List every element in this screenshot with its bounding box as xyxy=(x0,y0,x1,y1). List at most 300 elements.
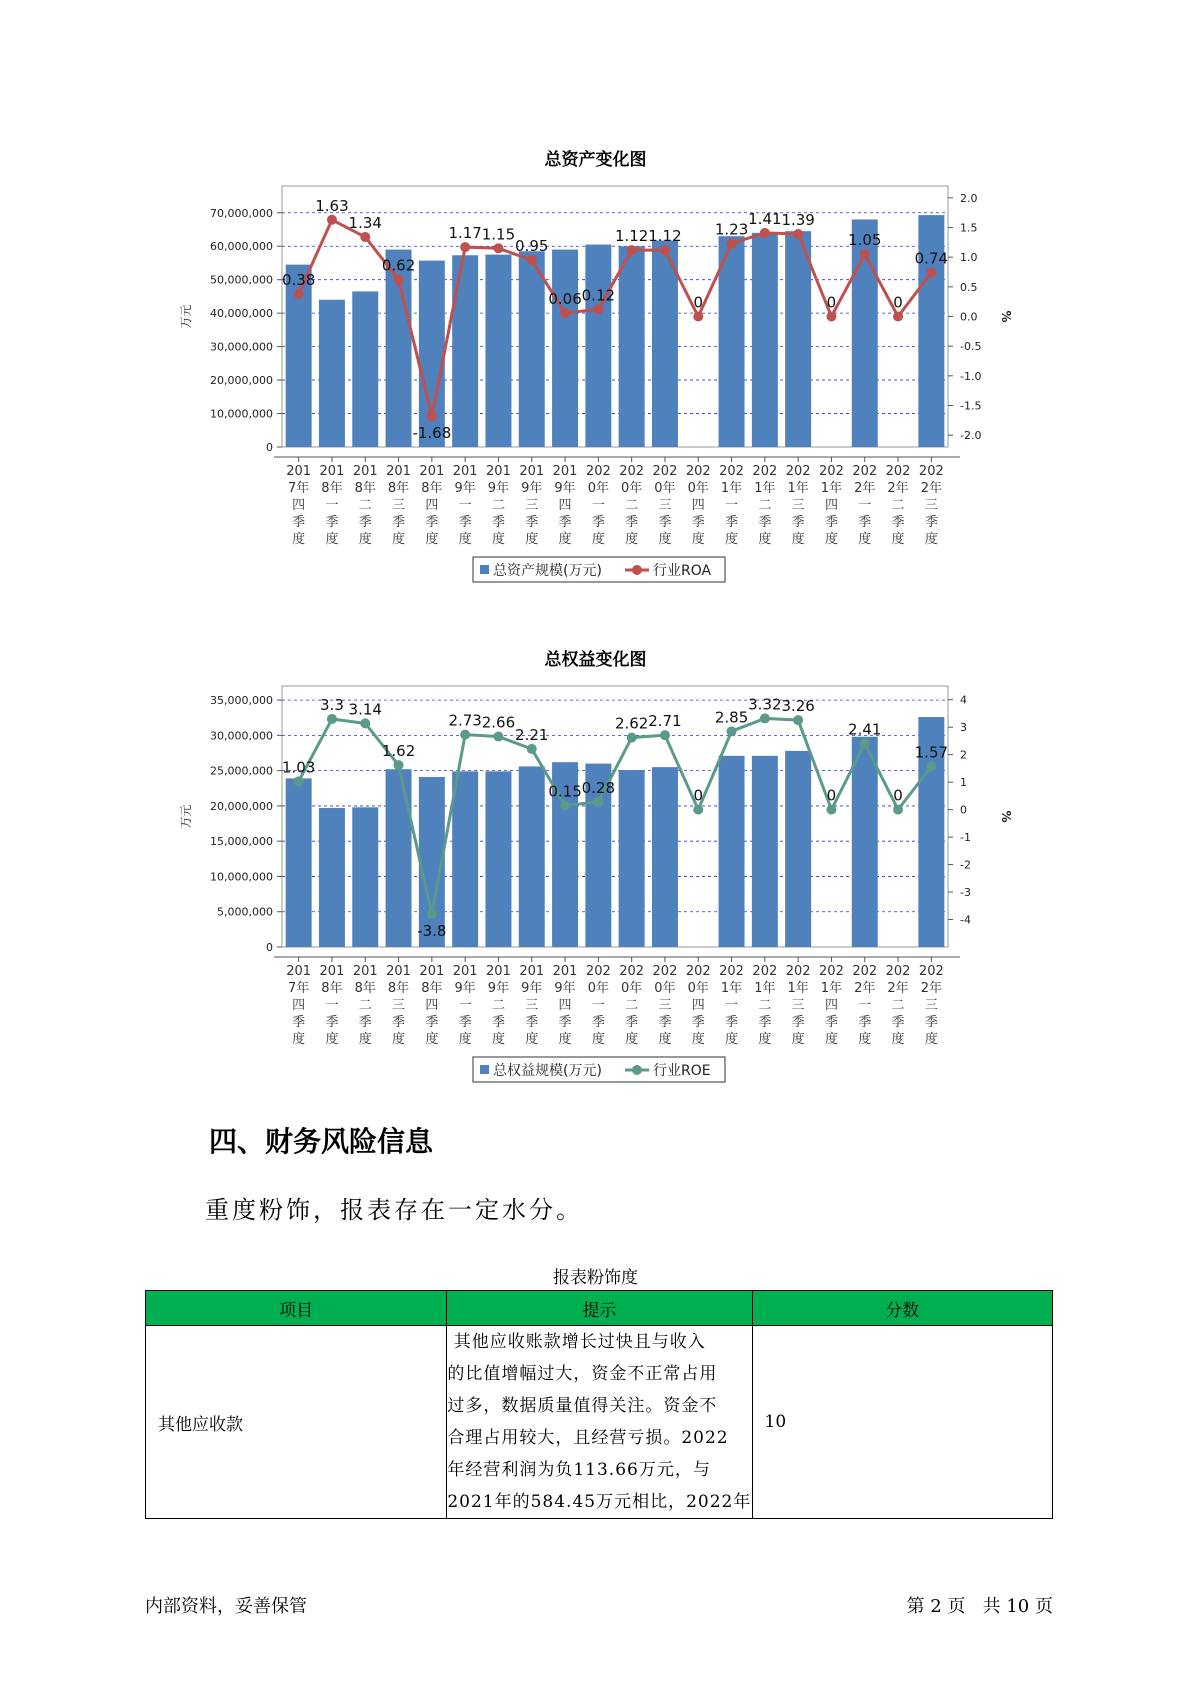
x-tick-label: 0年 xyxy=(687,481,709,496)
bar xyxy=(386,769,412,947)
x-tick-label: 8年 xyxy=(321,481,343,496)
data-label: 1.34 xyxy=(348,214,382,233)
data-label: 1.05 xyxy=(848,231,882,250)
x-tick-label: 季 xyxy=(824,1015,838,1030)
y2-tick-label: 0.0 xyxy=(960,310,978,324)
x-tick-label: 202 xyxy=(652,964,678,979)
hint-line: 年经营利润为负113.66万元，与 xyxy=(447,1460,711,1480)
data-point xyxy=(360,718,370,728)
x-tick-label: 度 xyxy=(358,532,372,547)
x-tick-label: 8年 xyxy=(421,481,443,496)
x-tick-label: 201 xyxy=(552,964,578,979)
x-tick-label: 一 xyxy=(725,998,739,1013)
legend-swatch-bar xyxy=(480,565,489,574)
x-tick-label: 三 xyxy=(392,998,406,1013)
y2-tick-label: 4 xyxy=(960,693,967,707)
x-tick-label: 季 xyxy=(558,1015,572,1030)
x-tick-label: 度 xyxy=(924,1032,938,1047)
bar xyxy=(619,246,645,447)
table-row xyxy=(146,1326,1053,1519)
y2-tick-label: -1.0 xyxy=(960,369,982,383)
x-tick-label: 度 xyxy=(891,532,905,547)
hint-line: 合理占用较大，且经营亏损。2022 xyxy=(447,1428,729,1448)
x-tick-label: 度 xyxy=(358,1032,372,1047)
x-tick-label: 季 xyxy=(891,1015,905,1030)
x-tick-label: 三 xyxy=(924,498,938,513)
x-tick-label: 201 xyxy=(286,964,312,979)
x-tick-label: 季 xyxy=(591,515,605,530)
x-tick-label: 201 xyxy=(319,464,345,479)
x-tick-label: 201 xyxy=(552,464,578,479)
x-tick-label: 度 xyxy=(591,1032,605,1047)
data-point xyxy=(593,304,603,314)
x-tick-label: 度 xyxy=(691,1032,705,1047)
x-tick-label: 度 xyxy=(591,532,605,547)
data-point xyxy=(627,733,637,743)
data-label: 0 xyxy=(693,293,704,312)
x-tick-label: 2年 xyxy=(887,481,909,496)
x-tick-label: 二 xyxy=(758,998,772,1013)
data-label: 0.06 xyxy=(548,289,582,308)
column-header: 分数 xyxy=(752,1291,1052,1326)
x-tick-label: 202 xyxy=(852,964,878,979)
y-tick-label: 70,000,000 xyxy=(210,206,273,220)
y2-tick-label: 2 xyxy=(960,748,967,762)
data-point xyxy=(560,801,570,811)
x-tick-label: 度 xyxy=(725,1032,739,1047)
x-tick-label: 季 xyxy=(658,1015,672,1030)
bar xyxy=(752,756,778,947)
data-point xyxy=(926,268,936,278)
x-tick-label: 202 xyxy=(785,964,811,979)
legend-label-line: 行业ROE xyxy=(653,1063,711,1079)
data-point xyxy=(893,805,903,815)
data-point xyxy=(760,713,770,723)
y-tick-label: 5,000,000 xyxy=(217,905,273,919)
data-point xyxy=(627,245,637,255)
x-tick-label: 201 xyxy=(352,464,378,479)
data-point xyxy=(660,730,670,740)
x-tick-label: 2年 xyxy=(854,981,876,996)
x-tick-label: 201 xyxy=(486,464,511,479)
x-tick-label: 8年 xyxy=(387,481,410,496)
x-tick-label: 二 xyxy=(491,998,505,1013)
x-tick-label: 度 xyxy=(558,1032,572,1047)
x-tick-label: 度 xyxy=(758,532,772,547)
y-tick-label: 60,000,000 xyxy=(210,240,273,254)
y-axis-label: 万元 xyxy=(179,804,193,829)
x-tick-label: 三 xyxy=(658,498,672,513)
data-point xyxy=(727,239,737,249)
x-tick-label: 一 xyxy=(458,998,472,1013)
bar xyxy=(785,231,811,447)
x-tick-label: 202 xyxy=(918,464,944,479)
data-label: -1.68 xyxy=(412,424,452,443)
data-label: 0.95 xyxy=(515,237,549,256)
x-tick-label: 季 xyxy=(491,1015,505,1030)
x-tick-label: 季 xyxy=(325,515,339,530)
data-label: -3.8 xyxy=(417,922,447,941)
x-tick-label: 201 xyxy=(319,964,345,979)
table-cell-hint xyxy=(447,1326,752,1519)
x-tick-label: 季 xyxy=(325,1015,339,1030)
bar xyxy=(752,233,778,447)
x-tick-label: 202 xyxy=(885,464,911,479)
x-tick-label: 度 xyxy=(425,1032,439,1047)
data-point xyxy=(294,289,304,299)
data-label: 1.03 xyxy=(281,758,316,777)
x-tick-label: 0年 xyxy=(654,981,676,996)
x-tick-label: 9年 xyxy=(521,981,543,996)
hint-line: 2021年的584.45万元相比，2022年 xyxy=(447,1492,752,1512)
data-point xyxy=(493,732,503,742)
x-tick-label: 季 xyxy=(791,515,805,530)
y2-tick-label: -1.5 xyxy=(960,399,982,413)
x-tick-label: 度 xyxy=(392,532,406,547)
x-tick-label: 1年 xyxy=(754,481,776,496)
bar xyxy=(619,770,645,947)
data-label: 0 xyxy=(826,293,837,312)
bar xyxy=(319,808,345,947)
x-tick-label: 度 xyxy=(491,1032,505,1047)
x-tick-label: 度 xyxy=(658,532,672,547)
x-tick-label: 度 xyxy=(392,1032,406,1047)
chart-svg xyxy=(0,670,1191,1090)
x-tick-label: 四 xyxy=(425,498,439,513)
bar xyxy=(485,771,511,947)
x-tick-label: 季 xyxy=(458,1015,472,1030)
data-label: 1.62 xyxy=(381,742,416,761)
x-tick-label: 201 xyxy=(352,964,378,979)
x-tick-label: 一 xyxy=(458,498,472,513)
x-tick-label: 度 xyxy=(525,1032,539,1047)
x-tick-label: 9年 xyxy=(487,981,510,996)
x-tick-label: 201 xyxy=(519,464,545,479)
x-tick-label: 7年 xyxy=(288,481,310,496)
data-point xyxy=(593,797,603,807)
x-tick-label: 201 xyxy=(286,464,312,479)
x-tick-label: 一 xyxy=(591,498,605,513)
x-tick-label: 0年 xyxy=(621,481,643,496)
x-tick-label: 度 xyxy=(791,1032,805,1047)
x-tick-label: 季 xyxy=(658,515,672,530)
legend-label-bar: 总权益规模(万元) xyxy=(493,1063,602,1079)
data-point xyxy=(327,215,337,225)
y2-tick-label: -0.5 xyxy=(960,340,982,354)
x-tick-label: 202 xyxy=(585,464,611,479)
x-tick-label: 度 xyxy=(625,532,639,547)
x-tick-label: 0年 xyxy=(587,481,609,496)
x-tick-label: 202 xyxy=(852,464,878,479)
x-tick-label: 三 xyxy=(924,998,938,1013)
x-tick-label: 度 xyxy=(858,1032,872,1047)
x-tick-label: 季 xyxy=(924,1015,938,1030)
bar xyxy=(652,767,678,947)
bar xyxy=(552,250,578,447)
x-tick-label: 一 xyxy=(725,498,739,513)
section-body: 重度粉饰，报表存在一定水分。 xyxy=(205,1196,583,1224)
x-tick-label: 202 xyxy=(918,964,944,979)
data-label: 2.71 xyxy=(648,712,682,731)
x-tick-label: 季 xyxy=(358,1015,372,1030)
x-tick-label: 201 xyxy=(386,964,411,979)
chart-title: 总资产变化图 xyxy=(544,150,647,170)
x-tick-label: 9年 xyxy=(554,981,576,996)
y-tick-label: 10,000,000 xyxy=(210,407,273,421)
x-tick-label: 季 xyxy=(525,1015,539,1030)
y2-tick-label: 1 xyxy=(960,776,967,790)
table-cell-score: 10 xyxy=(752,1326,1052,1519)
x-tick-label: 二 xyxy=(891,998,905,1013)
y2-tick-label: -2.0 xyxy=(960,429,982,443)
data-label: 0 xyxy=(826,786,837,805)
data-point xyxy=(926,761,936,771)
data-point xyxy=(860,249,870,259)
data-label: 1.39 xyxy=(781,211,815,230)
x-tick-label: 201 xyxy=(452,464,478,479)
data-label: 1.57 xyxy=(914,743,949,762)
data-label: 1.15 xyxy=(481,225,516,244)
data-point xyxy=(427,909,437,919)
x-tick-label: 2年 xyxy=(854,481,876,496)
x-tick-label: 季 xyxy=(858,1015,872,1030)
data-label: 1.63 xyxy=(315,196,349,215)
y2-tick-label: -3 xyxy=(960,886,971,900)
hint-line: 过多，数据质量值得关注。资金不 xyxy=(447,1396,718,1416)
x-tick-label: 1年 xyxy=(754,981,776,996)
data-point xyxy=(294,776,304,786)
data-point xyxy=(693,312,703,322)
x-tick-label: 季 xyxy=(758,515,772,530)
x-tick-label: 季 xyxy=(458,515,472,530)
data-point xyxy=(760,228,770,238)
y-tick-label: 0 xyxy=(266,941,273,954)
data-label: 1.12 xyxy=(648,227,682,246)
y2-tick-label: -1 xyxy=(960,831,971,845)
chart-title: 总权益变化图 xyxy=(544,650,647,670)
data-label: 1.23 xyxy=(714,220,749,239)
column-header: 提示 xyxy=(447,1291,752,1326)
x-tick-label: 度 xyxy=(824,532,838,547)
x-tick-label: 四 xyxy=(558,498,572,513)
x-tick-label: 1年 xyxy=(720,481,743,496)
x-tick-label: 季 xyxy=(591,1015,605,1030)
y-tick-label: 35,000,000 xyxy=(210,694,273,708)
x-tick-label: 8年 xyxy=(354,981,376,996)
x-tick-label: 度 xyxy=(725,532,739,547)
y-tick-label: 0 xyxy=(266,441,273,454)
x-tick-label: 201 xyxy=(386,464,411,479)
page-number: 第 2 页 共 10 页 xyxy=(906,1596,1053,1617)
x-tick-label: 201 xyxy=(486,964,511,979)
x-tick-label: 202 xyxy=(652,464,678,479)
x-tick-label: 度 xyxy=(525,532,539,547)
x-tick-label: 7年 xyxy=(288,981,310,996)
x-tick-label: 度 xyxy=(292,532,306,547)
x-tick-label: 季 xyxy=(491,515,505,530)
legend-label-line: 行业ROA xyxy=(653,563,712,579)
x-tick-label: 一 xyxy=(325,498,339,513)
x-tick-label: 度 xyxy=(458,532,472,547)
data-label: 3.3 xyxy=(320,695,344,714)
data-label: 1.12 xyxy=(614,227,649,246)
data-point xyxy=(527,255,537,265)
y-tick-label: 50,000,000 xyxy=(210,273,273,287)
data-label: 2.73 xyxy=(448,711,482,730)
data-point xyxy=(527,744,537,754)
bar xyxy=(452,771,478,947)
x-tick-label: 季 xyxy=(625,515,639,530)
x-tick-label: 202 xyxy=(752,964,778,979)
x-tick-label: 201 xyxy=(419,464,445,479)
x-tick-label: 201 xyxy=(519,964,545,979)
x-tick-label: 202 xyxy=(619,964,645,979)
x-tick-label: 8年 xyxy=(354,481,376,496)
data-point xyxy=(893,312,903,322)
y-tick-label: 25,000,000 xyxy=(210,764,273,778)
x-tick-label: 202 xyxy=(719,464,744,479)
x-tick-label: 202 xyxy=(685,464,711,479)
data-point xyxy=(793,229,803,239)
data-label: 0.12 xyxy=(581,286,616,305)
x-tick-label: 一 xyxy=(858,498,872,513)
hint-line: 其他应收账款增长过快且与收入 xyxy=(447,1332,706,1352)
x-tick-label: 二 xyxy=(758,498,772,513)
x-tick-label: 季 xyxy=(292,1015,306,1030)
x-tick-label: 季 xyxy=(625,1015,639,1030)
data-point xyxy=(727,726,737,736)
bar xyxy=(519,766,545,947)
section-heading: 四、财务风险信息 xyxy=(209,1125,434,1158)
data-point xyxy=(693,805,703,815)
data-point xyxy=(460,730,470,740)
x-tick-label: 四 xyxy=(824,998,838,1013)
x-tick-label: 三 xyxy=(392,498,406,513)
table-header-row xyxy=(146,1291,1053,1326)
x-tick-label: 季 xyxy=(924,515,938,530)
x-tick-label: 202 xyxy=(585,964,611,979)
x-tick-label: 季 xyxy=(691,1015,705,1030)
y2-tick-label: 0 xyxy=(960,803,967,817)
y2-tick-label: 1.0 xyxy=(960,251,978,265)
x-tick-label: 2年 xyxy=(887,981,909,996)
x-tick-label: 8年 xyxy=(387,981,410,996)
data-label: 0.28 xyxy=(581,778,616,797)
y-tick-label: 15,000,000 xyxy=(210,835,273,849)
x-tick-label: 季 xyxy=(392,515,406,530)
y-tick-label: 30,000,000 xyxy=(210,340,273,354)
x-tick-label: 0年 xyxy=(621,981,643,996)
x-tick-label: 度 xyxy=(425,532,439,547)
data-label: 2.21 xyxy=(515,725,549,744)
x-tick-label: 度 xyxy=(325,1032,339,1047)
data-label: 0.15 xyxy=(548,782,582,801)
bar xyxy=(352,291,378,447)
x-tick-label: 0年 xyxy=(654,481,676,496)
x-tick-label: 9年 xyxy=(521,481,543,496)
x-tick-label: 二 xyxy=(625,998,639,1013)
x-tick-label: 8年 xyxy=(421,981,443,996)
data-point xyxy=(493,243,503,253)
bar xyxy=(519,251,545,447)
x-tick-label: 一 xyxy=(325,998,339,1013)
x-tick-label: 1年 xyxy=(820,481,843,496)
bar xyxy=(719,236,745,447)
data-label: 3.14 xyxy=(348,700,382,719)
x-tick-label: 202 xyxy=(885,964,911,979)
data-point xyxy=(793,715,803,725)
x-tick-label: 二 xyxy=(358,998,372,1013)
y2-tick-label: 3 xyxy=(960,721,967,735)
y2-tick-label: 0.5 xyxy=(960,280,978,294)
data-point xyxy=(860,738,870,748)
data-point xyxy=(660,245,670,255)
data-label: 2.62 xyxy=(614,714,649,733)
data-label: 1.41 xyxy=(748,209,782,228)
data-label: 0.38 xyxy=(281,270,316,289)
x-tick-label: 度 xyxy=(625,1032,639,1047)
y-tick-label: 40,000,000 xyxy=(210,307,273,321)
hint-line: 的比值增幅过大，资金不正常占用 xyxy=(447,1364,718,1384)
x-tick-label: 度 xyxy=(458,1032,472,1047)
x-tick-label: 季 xyxy=(558,515,572,530)
x-tick-label: 二 xyxy=(358,498,372,513)
x-tick-label: 度 xyxy=(924,532,938,547)
legend-label-bar: 总资产规模(万元) xyxy=(493,563,602,579)
x-tick-label: 季 xyxy=(725,515,739,530)
bar xyxy=(485,255,511,447)
x-tick-label: 202 xyxy=(752,464,778,479)
column-header: 项目 xyxy=(146,1291,447,1326)
x-tick-label: 度 xyxy=(558,532,572,547)
x-tick-label: 202 xyxy=(719,964,744,979)
bar xyxy=(352,807,378,947)
x-tick-label: 9年 xyxy=(487,481,510,496)
data-label: 2.66 xyxy=(481,713,516,732)
x-tick-label: 1年 xyxy=(720,981,743,996)
risk-table xyxy=(145,1290,1053,1519)
x-tick-label: 8年 xyxy=(321,981,343,996)
x-tick-label: 三 xyxy=(525,498,539,513)
x-tick-label: 度 xyxy=(325,532,339,547)
x-tick-label: 一 xyxy=(858,998,872,1013)
x-tick-label: 三 xyxy=(791,498,805,513)
x-tick-label: 季 xyxy=(858,515,872,530)
x-tick-label: 季 xyxy=(791,1015,805,1030)
data-label: 2.85 xyxy=(714,708,749,727)
legend-swatch-bar xyxy=(480,1065,489,1074)
data-point xyxy=(327,714,337,724)
bar xyxy=(785,751,811,947)
y-tick-label: 10,000,000 xyxy=(210,870,273,884)
x-tick-label: 二 xyxy=(625,498,639,513)
data-label: 3.32 xyxy=(748,695,782,714)
y2-tick-label: 2.0 xyxy=(960,191,978,205)
y2-axis-label: % xyxy=(999,810,1013,823)
x-tick-label: 季 xyxy=(758,1015,772,1030)
x-tick-label: 季 xyxy=(824,515,838,530)
legend-marker xyxy=(632,565,642,575)
data-point xyxy=(394,760,404,770)
bar xyxy=(719,756,745,947)
x-tick-label: 0年 xyxy=(587,981,609,996)
data-label: 0.62 xyxy=(381,256,416,275)
x-tick-label: 三 xyxy=(525,998,539,1013)
x-tick-label: 三 xyxy=(658,998,672,1013)
table-cell-item: 其他应收款 xyxy=(146,1326,447,1519)
data-point xyxy=(560,308,570,318)
y2-tick-label: -2 xyxy=(960,858,971,872)
